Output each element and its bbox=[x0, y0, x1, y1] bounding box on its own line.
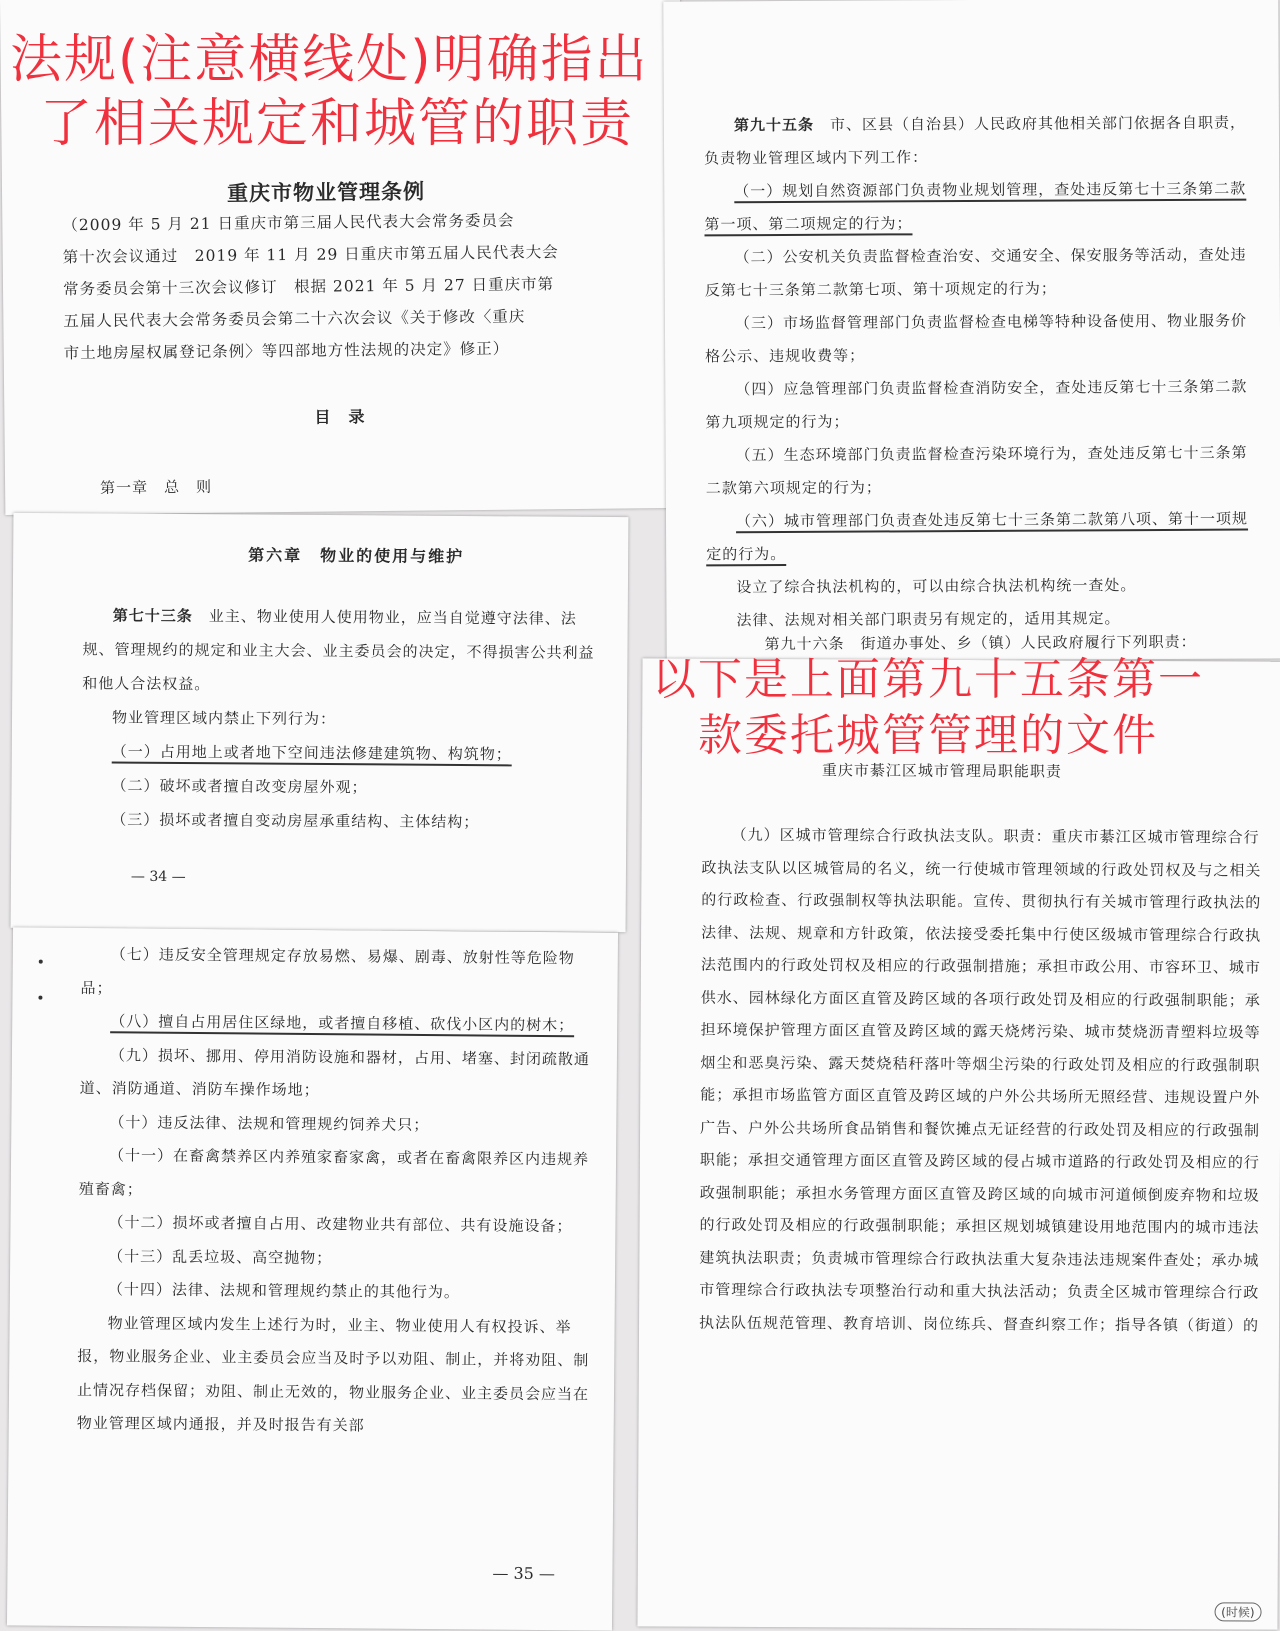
article-95-para2: 法律、法规对相关部门职责另有规定的，适用其规定。 bbox=[736, 609, 1121, 630]
note-line: 五届人民代表大会常务委员会第二十六次会议《关于修改〈重庆 bbox=[63, 307, 526, 331]
article-text: 业主、物业使用人使用物业，应当自觉遵守法律、法规、管理规约的规定和业主大会、业主委员会的决定，不得损害公共利益和他人合法权益。 bbox=[82, 607, 595, 694]
underlined-item: （六）城市管理部门负责查处违反第七十三条第二款第八项、第十一项规定的行为。 bbox=[706, 510, 1248, 567]
article-73 bbox=[82, 598, 603, 704]
duty-document-body bbox=[699, 819, 1262, 1342]
corner-stamp: (时候) bbox=[1214, 1602, 1261, 1621]
prohibited-item-2: （二）破坏或者擅自改变房屋外观； bbox=[111, 776, 368, 797]
page-35-sheet bbox=[7, 927, 618, 1630]
article-95-body bbox=[704, 107, 1255, 638]
article-95-lead bbox=[704, 107, 1252, 176]
annotation-line: 款委托城管管理的文件 bbox=[698, 710, 1158, 761]
note-line: 常务委员会第十三次会议修订 根据 2021 年 5 月 27 日重庆市第 bbox=[62, 275, 555, 299]
hole-dot bbox=[38, 996, 42, 1000]
prohibited-item-12: （十二）损坏或者擅自占用、改建物业共有部位、共有设施设备； bbox=[108, 1213, 573, 1236]
underlined-item: （八）擅自占用居住区绿地，或者擅自移植、砍伐小区内的树木； bbox=[110, 1012, 574, 1037]
article-label: 第九十五条 bbox=[733, 115, 814, 135]
duty-document-sheet bbox=[637, 658, 1280, 1629]
chapter-heading: 第六章 物业的使用与维护 bbox=[248, 545, 465, 567]
duty-document-title: 重庆市綦江区城市管理局职能职责 bbox=[821, 761, 1063, 781]
top-annotation bbox=[10, 28, 649, 156]
closing-paragraph: 物业管理区域内发生上述行为时，业主、物业使用人有权投诉、举报，物业服务企业、业主委员会应当及时予以劝阻、制止，并将劝阻、制止情况存档保留；劝阻、制止无效的，物业服务企业、业主委员会应当在物业管理区域内通报，并及时报告有关部 bbox=[76, 1313, 590, 1435]
toc-heading: 目录 bbox=[314, 407, 383, 427]
regulation-revision-note bbox=[62, 203, 624, 369]
annotation-line: 了相关规定和城管的职责 bbox=[40, 94, 635, 154]
toc-item-chapter-one: 第一章 总 则 bbox=[100, 477, 213, 497]
prohibited-item-14: （十四）法律、法规和管理规约禁止的其他行为。 bbox=[107, 1280, 460, 1302]
annotation-line: 法规(注意横线处)明确指出 bbox=[10, 30, 649, 90]
middle-annotation bbox=[648, 652, 1208, 764]
page-34-body bbox=[81, 598, 603, 840]
prohibited-item-1 bbox=[82, 734, 602, 772]
article-95-para1: 设立了综合执法机构的，可以由综合执法机构统一查处。 bbox=[736, 576, 1137, 597]
page-35-body bbox=[77, 938, 603, 1445]
annotation-line: 以下是上面第九十五条第一 bbox=[652, 654, 1204, 705]
duty-item-3: （三）市场监督管理部门负责监督检查电梯等特种设备使用、物业服务价格公示、违规收费等； bbox=[705, 311, 1248, 366]
article-label: 第七十三条 bbox=[112, 606, 193, 626]
article-96-cut-line: 第九十六条 街道办事处、乡（镇）人民政府履行下列职责： bbox=[764, 632, 1197, 654]
duty-item-1 bbox=[704, 173, 1252, 242]
note-line: （2009 年 5 月 21 日重庆市第三届人民代表大会常务委员会 bbox=[62, 211, 515, 235]
article-lead-text: 市、区县（自治县）人民政府其他相关部门依据各自职责，负责物业管理区域内下列工作： bbox=[704, 113, 1246, 168]
article-95-sheet bbox=[663, 0, 1280, 662]
duty-item-4: （四）应急管理部门负责监督检查消防安全，查处违反第七十三条第二款第九项规定的行为； bbox=[705, 377, 1248, 432]
prohibited-item-3: （三）损坏或者擅自变动房屋承重结构、主体结构； bbox=[111, 810, 480, 832]
page-number: — 35 — bbox=[492, 1563, 556, 1584]
underlined-item: （一）占用地上或者地下空间违法修建建筑物、构筑物； bbox=[112, 743, 512, 767]
duty-item-2: （二）公安机关负责监督检查治安、交通安全、保安服务等活动，查处违反第七十三条第二款第七项、第十项规定的行为； bbox=[704, 245, 1247, 300]
prohibited-item-11: （十一）在畜禽禁养区内养殖家畜家禽，或者在畜禽限养区内违规养殖畜禽； bbox=[78, 1146, 590, 1199]
page-number: — 34 — bbox=[130, 868, 186, 886]
duty-item-6 bbox=[706, 503, 1254, 572]
prohibited-intro: 物业管理区域内禁止下列行为： bbox=[111, 708, 337, 729]
prohibited-item-9: （九）损坏、挪用、停用消防设施和器材，占用、堵塞、封闭疏散通道、消防通道、消防车操作场地； bbox=[79, 1045, 591, 1100]
note-line: 第十次会议通过 2019 年 11 月 29 日重庆市第五届人民代表大会 bbox=[62, 243, 559, 267]
underlined-item: （一）规划自然资源部门负责物业规划管理，查处违反第七十三条第二款第一项、第二项规定的行为； bbox=[704, 180, 1246, 237]
prohibited-item-10: （十）违反法律、法规和管理规约饲养犬只； bbox=[109, 1112, 430, 1134]
prohibited-item-8 bbox=[80, 1005, 602, 1043]
prohibited-item-7: （七）违反安全管理规定存放易燃、易爆、剧毒、放射性等危险物品； bbox=[80, 945, 575, 997]
page-34-sheet bbox=[11, 513, 629, 932]
hole-dot bbox=[39, 960, 43, 964]
duty-paragraph: （九）区城市管理综合行政执法支队。职责：重庆市綦江区城市管理综合行政执法支队以区城管局的名义，统一行使城市管理领域的行政处罚权及与之相关的行政检查、行政强制权等执法职能。宣传、贯彻执行有关城市管理行政执法的法律、法规、规章和方针政策，依法接受委托集中行使区级城市管理综合行政执法范围内的行政处罚权及相应的行政强制措施；承担市政公用、市容环卫、城市供水、园林绿化方面区直管及跨区域的各项行政处罚及相应的行政强制职能；承担环境保护管理方面区直管及跨区域的露天烧烤污染、城市焚烧沥青塑料垃圾等烟尘和恶臭污染、露天焚烧秸秆落叶等烟尘污染的行政处罚及相应的行政强制职能；承担市场监管方面区直管及跨区域的户外公共场所无照经营、违规设置户外广告、户外公共场所食品销售和餐饮摊点无证经营的行政处罚及相应的行政强制职能；承担交通管理方面区直管及跨区域的侵占城市道路的行政处罚及相应的行政强制职能；承担水务管理方面区直管及跨区域的向城市河道倾倒废弃物和垃圾的行政处罚及相应的行政强制职能；承担区规划城镇建设用地范围内的城市违法建筑执法职责；负责城市管理综合行政执法重大复杂违法违规案件查处；承办城市管理综合行政执法专项整治行动和重大执法活动；负责全区城市管理综合行政执法队伍规范管理、教育培训、岗位练兵、督查纠察工作；指导各镇（街道）的 bbox=[699, 825, 1262, 1335]
prohibited-item-13: （十三）乱丢垃圾、高空抛物； bbox=[108, 1246, 333, 1267]
duty-item-5: （五）生态环境部门负责监督检查污染环境行为，查处违反第七十三条第二款第六项规定的行为； bbox=[705, 443, 1248, 498]
regulation-title: 重庆市物业管理条例 bbox=[226, 178, 426, 206]
note-line: 市土地房屋权属登记条例〉等四部地方性法规的决定》修正） bbox=[63, 339, 510, 363]
